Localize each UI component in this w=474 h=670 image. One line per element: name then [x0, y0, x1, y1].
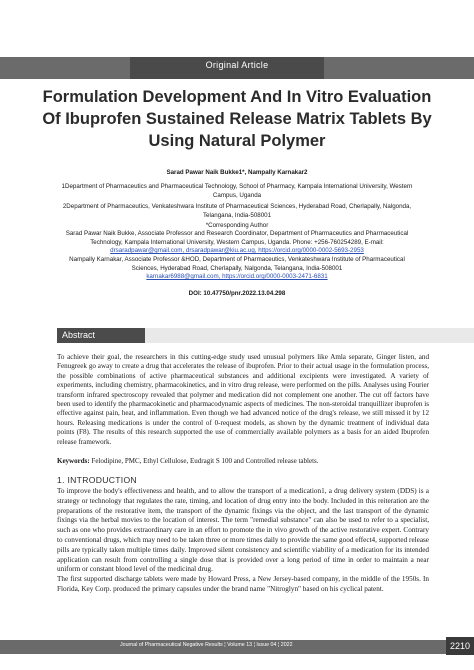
- corresponding-label: *Corresponding Author: [205, 222, 269, 229]
- introduction-heading: 1. INTRODUCTION: [57, 475, 137, 485]
- paper-title: Formulation Development And In Vitro Evaluation Of Ibuprofen Sustained Release Matrix Tablets By Using Natural Polymer: [42, 88, 432, 150]
- keywords-line: [57, 457, 429, 465]
- doi: DOI: 10.47750/pnr.2022.13.04.298: [188, 290, 286, 297]
- introduction-paragraph-2: The first supported discharge tablets were made by Howard Press, a New Jersey-based company, in the middle of the 1950s. In Florida, Key Corp. produced the primary capsules under the brand name "Nitroglyn" based on his cyclical patent.: [57, 575, 429, 593]
- author2-contact-links[interactable]: [58, 273, 416, 282]
- abstract-heading: Abstract: [62, 330, 96, 340]
- footer-journal-info: Journal of Pharmaceutical Negative Results ¦ Volume 13 ¦ Issue 04 ¦ 2022: [120, 642, 293, 648]
- introduction-body: [57, 487, 429, 595]
- author2-links[interactable]: karnakar6988@gmail.com, https://orcid.org/0000-0003-2471-6831: [146, 273, 328, 280]
- author1-info: Sarad Pawar Naik Bukke, Associate Professor and Research Coordinator, Department of Pharmaceutics and Pharmaceutical Technology, Kampala International University, Western Campus, Uganda. Phone: +256-760254289, E-mail:: [65, 230, 409, 246]
- article-type-label: Original Article: [205, 60, 269, 70]
- affiliation-2: 2Department of Pharmaceutics, Venkateshwara Institute of Pharmaceutical Sciences, Hyderabad Road, Cherlapally, Nalgonda, Telangana, India-508001: [62, 203, 412, 219]
- author1-links[interactable]: drsaradpawar@gmail.com, drsaradpawar@kiu.ac.ug, https://orcid.org/0000-0002-5693-2953: [110, 247, 364, 254]
- authors: Sarad Pawar Naik Bukke1*, Nampally Karnakar2: [166, 169, 308, 176]
- author1-contact-links[interactable]: [58, 247, 416, 256]
- affiliation-1: 1Department of Pharmaceutics and Pharmaceutical Technology, School of Pharmacy, Kampala International University, Western Campus, Uganda: [61, 183, 413, 199]
- abstract-bar: [57, 328, 474, 343]
- author2-info: Nampally Karnakar, Associate Professor &HOD, Department of Pharmaceutics, Venkateshwara Institute of Pharmaceutical Sciences, Hyderabad Road, Cherlapally, Nalgonda, Telangana, India-508001: [69, 256, 405, 272]
- abstract-text: To achieve their goal, the researchers in this cutting-edge study used unusual polymers like Amla separate, Ginger listen, and Fenugreek go away to create a drug that accelerates the release of ibuprofen. Prior to their actual usage in the formulation process, the possible combinations of active pharmaceutical substances and additional excipients were investigated. A variety of experiments, including chemistry, pharmacokinetics, and in vitro drug release, were performed on the pills. Analyses using Fourier transform infrared spectroscopy revealed that polymer and medication did not complement one another. The cut off factors have been used to identify the pharmacokinetic and pharmacodynamic aspects of medicines. The non-steroidal tranquillizer ibuprofen is effective against pain, heat, and inflammation. Even though we had advanced notice of the drug's release, we still missed it by 12 hours. Releasing medications is under the control of 0-request models, as shown by the dynamic treatment of individual data points (F8). The results of this research supported the use of commercially available polymers as a basis for an aided Ibuprofen release framework.: [57, 353, 429, 446]
- keywords-label: Keywords:: [57, 457, 90, 465]
- introduction-paragraph-1: To improve the body's effectiveness and health, and to allow the transport of a medication1, a drug delivery system (DDS) is a strategy or technology that regulates the rate, timing, and location of drug entry into the body. Included in this reiteration are the preparations of the restorative item, the transport of the dynamic fixings via the object, and the last transport of the dynamic fixings via the herbal movies to the location of interest. The term "remedial substance" can also be used to refer to a specialist, such as one who provides extraordinary care in an effort to promote the in vivo growth of the active restorative expert. Contrary to conventional drugs, which may need to be taken three or more times daily to provide the same good effect4, supported release pills are typically taken multiple times daily. Improved silent consistency and scientific viability of a medication for its intended application can result from controlling a single dose that is provided over a long period of time in order to maintain a near uniform or constant blood level of the medicinal drug.: [57, 487, 429, 574]
- footer-bar: [0, 640, 474, 654]
- page-number: 2210: [446, 637, 474, 655]
- keywords-text: Felodipine, PMC, Ethyl Cellulose, Eudragit S 100 and Controlled release tablets.: [91, 457, 319, 465]
